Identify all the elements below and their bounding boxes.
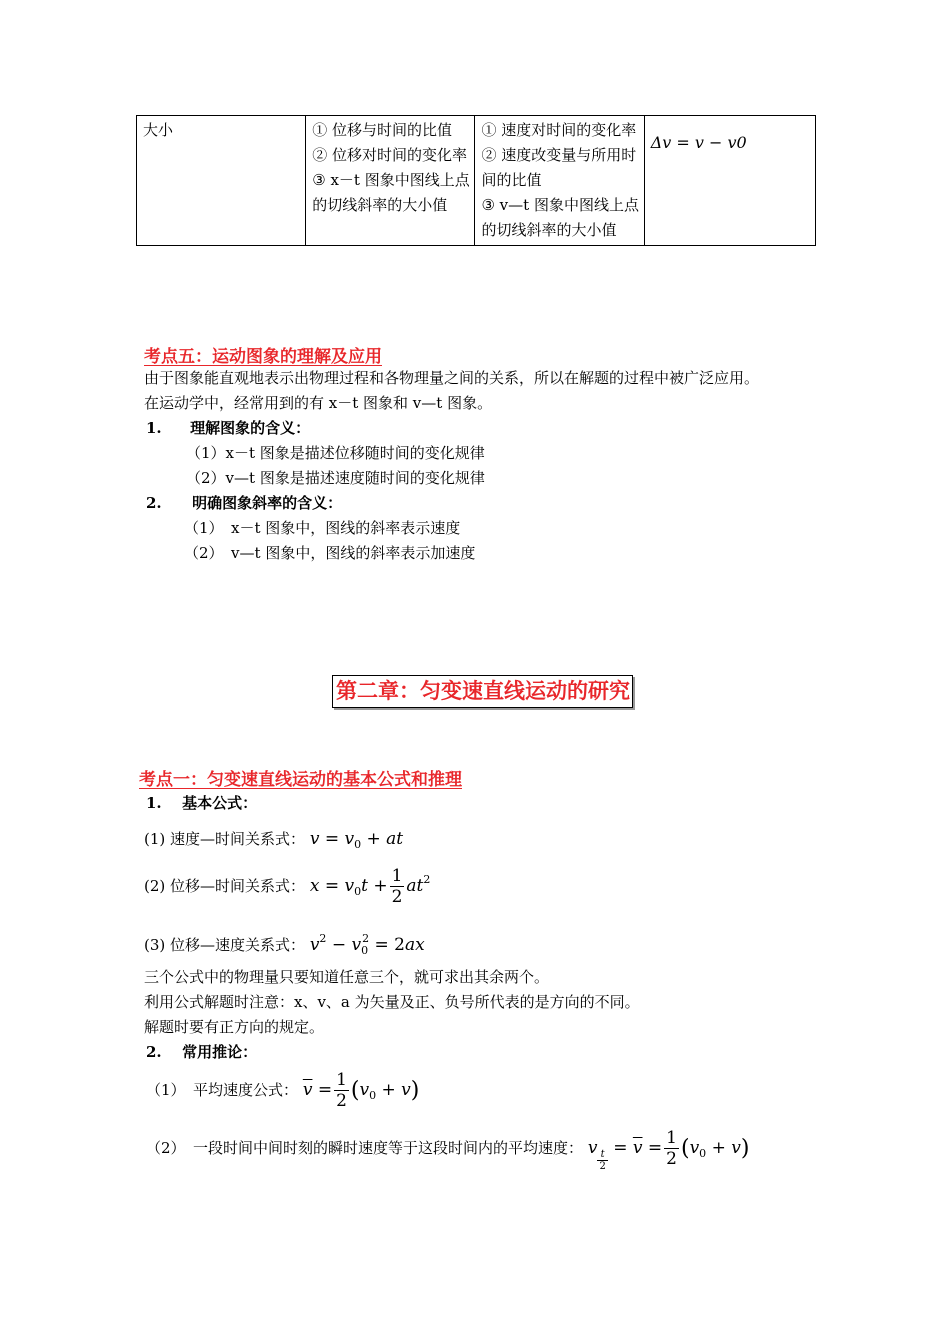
- inference-1: [146, 1070, 419, 1111]
- formula-label: (2) 位移—时间关系式：: [144, 877, 306, 895]
- cell-line: ② 位移对时间的变化率: [312, 146, 468, 164]
- formula-2: [144, 866, 430, 907]
- section1-title: 考点一：匀变速直线运动的基本公式和推理: [139, 770, 462, 790]
- inference-2: [146, 1128, 749, 1172]
- formula-1: [144, 827, 403, 857]
- comparison-table: [136, 115, 816, 246]
- section5-item1: [146, 416, 310, 441]
- cell-line: ③ x－t 图象中图线上点的切线斜率的大小值: [312, 171, 470, 214]
- table-row: [137, 116, 816, 246]
- section5-item1a: （1）x－t 图象是描述位移随时间的变化规律: [186, 444, 485, 462]
- section5-item2b: （2） v—t 图象中，图线的斜率表示加速度: [184, 544, 476, 562]
- list-number: 1.: [146, 794, 162, 812]
- note-3: 解题时要有正方向的规定。: [144, 1018, 325, 1036]
- cell-line: ③ v—t 图象中图线上点的切线斜率的大小值: [481, 196, 639, 239]
- list-title: 明确图象斜率的含义：: [192, 494, 343, 512]
- section5-title: 考点五：运动图象的理解及应用: [144, 347, 382, 367]
- velocity-time-formula: $v = v_0$ + at: [309, 829, 404, 851]
- list-number: 2.: [146, 494, 162, 512]
- midtime-velocity-formula: v $\frac{t}{2}$ = $\overline{v}$ = $\frac{1}{2}$ $(v_0 + v)$: [587, 1128, 750, 1172]
- formula-label: （1） 平均速度公式：: [146, 1081, 299, 1099]
- section1-basic: [146, 791, 257, 816]
- table-cell-delta-v: [644, 116, 815, 246]
- section1-infer: [146, 1040, 257, 1065]
- cell-text: 大小: [143, 121, 174, 139]
- chapter-title: 第二章：匀变速直线运动的研究: [332, 675, 633, 708]
- list-title: 基本公式：: [182, 794, 258, 812]
- average-velocity-formula: $\overline{v}$ = $\frac{1}{2}$ $(v_0 + v)$: [302, 1070, 420, 1111]
- displacement-velocity-formula: $v^2 - v_0^2 = 2ax$: [309, 932, 425, 957]
- note-2: 利用公式解题时注意：x、v、a 为矢量及正、负号所代表的是方向的不同。: [144, 993, 640, 1011]
- formula-label: (1) 速度—时间关系式：: [144, 830, 306, 848]
- cell-line: ② 速度改变量与所用时间的比值: [481, 146, 637, 189]
- cell-line: ① 位移与时间的比值: [312, 121, 453, 139]
- table-cell-label: [137, 116, 306, 246]
- section5-intro1: 由于图象能直观地表示出物理过程和各物理量之间的关系，所以在解题的过程中被广泛应用。: [144, 369, 760, 387]
- section5-intro2: 在运动学中，经常用到的有 x－t 图象和 v—t 图象。: [144, 394, 493, 412]
- delta-v-formula: Δv = v − v0: [650, 133, 747, 152]
- formula-label: （2） 一段时间中间时刻的瞬时速度等于这段时间内的平均速度：: [146, 1139, 584, 1157]
- section5-item1b: （2）v—t 图象是描述速度随时间的变化规律: [186, 469, 485, 487]
- list-title: 常用推论：: [182, 1043, 258, 1061]
- table-cell-acceleration: [475, 116, 644, 246]
- list-number: 1.: [146, 419, 162, 437]
- note-1: 三个公式中的物理量只要知道任意三个，就可求出其余两个。: [144, 968, 550, 986]
- list-number: 2.: [146, 1043, 162, 1061]
- formula-3: [144, 926, 425, 963]
- section5-item2a: （1） x－t 图象中，图线的斜率表示速度: [184, 519, 461, 537]
- formula-label: (3) 位移—速度关系式：: [144, 936, 306, 954]
- cell-line: ① 速度对时间的变化率: [481, 121, 637, 139]
- displacement-time-formula: $x = v_0t$ + $\frac{1}{2}$ $at^2$: [309, 866, 431, 907]
- section5-item2: [146, 491, 342, 516]
- table-cell-velocity: [306, 116, 475, 246]
- list-title: 理解图象的含义：: [190, 419, 311, 437]
